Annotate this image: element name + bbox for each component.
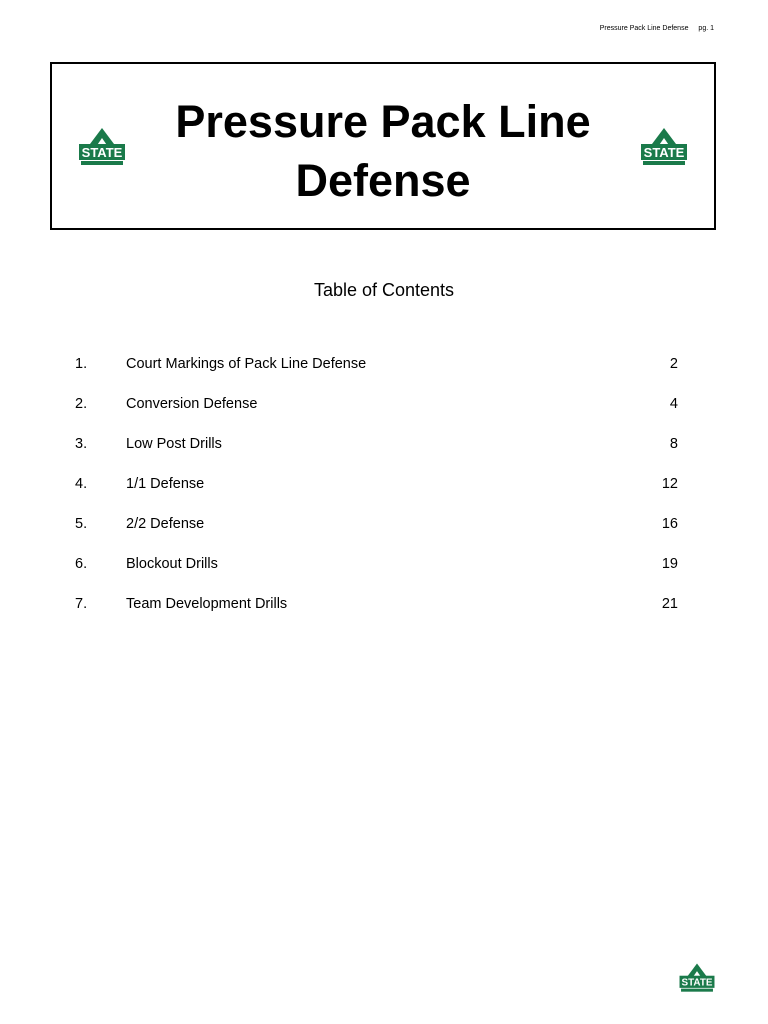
toc-heading: Table of Contents bbox=[313, 280, 455, 300]
toc-item-label: Team Development Drills bbox=[126, 596, 288, 612]
toc-list bbox=[75, 355, 678, 635]
toc-item[interactable] bbox=[75, 475, 678, 515]
state-logo-icon bbox=[77, 126, 127, 168]
toc-item-page: 2 bbox=[669, 356, 678, 372]
toc-item-number: 6. bbox=[75, 556, 88, 572]
toc-item-page: 19 bbox=[661, 556, 678, 572]
toc-item-label: 2/2 Defense bbox=[126, 516, 205, 532]
page-number: pg. 1 bbox=[698, 25, 714, 32]
toc-item-page: 16 bbox=[661, 516, 678, 532]
toc-item-number: 4. bbox=[75, 476, 88, 492]
toc-item-number: 5. bbox=[75, 516, 88, 532]
toc-item-label: Low Post Drills bbox=[126, 436, 222, 452]
toc-item[interactable] bbox=[75, 355, 678, 395]
toc-item-number: 1. bbox=[75, 356, 88, 372]
toc-item-label: Conversion Defense bbox=[126, 396, 258, 412]
toc-item-page: 12 bbox=[661, 476, 678, 492]
toc-item-page: 21 bbox=[661, 596, 678, 612]
toc-item-page: 4 bbox=[669, 396, 678, 412]
toc-item-number: 3. bbox=[75, 436, 88, 452]
toc-item-number: 2. bbox=[75, 396, 88, 412]
running-header bbox=[600, 25, 714, 32]
svg-text:STATE: STATE bbox=[643, 145, 685, 160]
toc-item[interactable] bbox=[75, 515, 678, 555]
svg-text:STATE: STATE bbox=[81, 145, 123, 160]
page-title: Pressure Pack Line Defense bbox=[175, 96, 591, 206]
toc-item-label: Court Markings of Pack Line Defense bbox=[126, 356, 367, 372]
toc-item[interactable] bbox=[75, 395, 678, 435]
toc-item[interactable] bbox=[75, 595, 678, 635]
state-logo-icon bbox=[678, 962, 716, 994]
svg-text:STATE: STATE bbox=[681, 977, 713, 989]
toc-item[interactable] bbox=[75, 435, 678, 475]
toc-item[interactable] bbox=[75, 555, 678, 595]
running-title: Pressure Pack Line Defense bbox=[599, 25, 689, 32]
state-logo-icon bbox=[639, 126, 689, 168]
toc-item-label: Blockout Drills bbox=[126, 556, 218, 572]
toc-item-number: 7. bbox=[75, 596, 88, 612]
title-box bbox=[50, 62, 716, 230]
toc-item-label: 1/1 Defense bbox=[126, 476, 205, 492]
toc-item-page: 8 bbox=[669, 436, 678, 452]
